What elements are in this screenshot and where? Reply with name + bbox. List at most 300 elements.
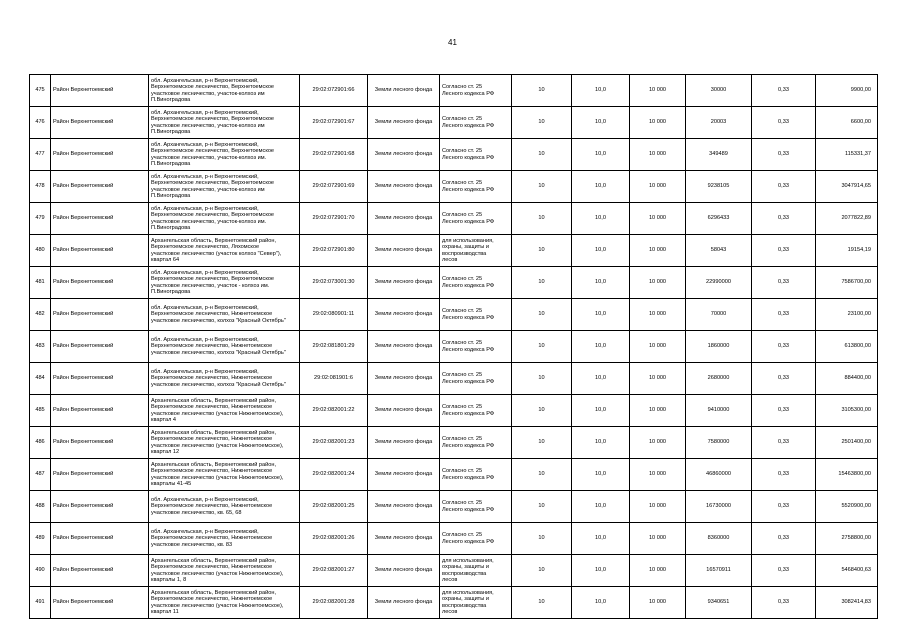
column-c-cell: 10 000 (630, 363, 686, 395)
table-row (30, 171, 878, 203)
rate-cell: 0,33 (752, 267, 816, 299)
rate-cell: 0,33 (752, 299, 816, 331)
address-line: Верхнетоемское лесничество, Верхнетоемское (151, 84, 275, 91)
basis-line: Согласно ст. 25 (442, 468, 483, 475)
address-line: Верхнетоемское лесничество, Нижнетоемское (151, 535, 273, 542)
address-line: обл. Архангельская, р-н Верхнетоемский, (151, 77, 259, 84)
land-category-cell: Земли лесного фонда (368, 75, 440, 107)
address-line: Верхнетоемское лесничество, Верхнетоемское (151, 148, 275, 155)
rate-cell: 0,33 (752, 139, 816, 171)
column-a-cell: 10 (512, 171, 572, 203)
value-cell: 2077822,89 (816, 203, 878, 235)
land-category-cell: Земли лесного фонда (368, 171, 440, 203)
basis-line: Лесного кодекса РФ (442, 282, 495, 289)
address-line: П.Виноградова (151, 96, 191, 103)
cadastral-number-cell: 29:02:082001:24 (300, 459, 368, 491)
address-line: обл. Архангельская, р-н Верхнетоемский, (151, 109, 259, 116)
column-a-cell: 10 (512, 523, 572, 555)
table-body (30, 75, 878, 619)
land-category-cell: Земли лесного фонда (368, 331, 440, 363)
row-number-cell: 482 (30, 299, 51, 331)
address-line: Верхнетоемское лесничество, Нижнетоемское (151, 468, 273, 475)
address-line: Верхнетоемское лесничество, Нижнетоемское (151, 564, 273, 571)
land-category-cell: Земли лесного фонда (368, 139, 440, 171)
rate-cell: 0,33 (752, 203, 816, 235)
address-line: Верхнетоемское лесничество, Нижнетоемское (151, 503, 273, 510)
basis-line: Согласно ст. 25 (442, 276, 483, 283)
column-a-cell: 10 (512, 395, 572, 427)
basis-cell (440, 491, 512, 523)
basis-cell (440, 139, 512, 171)
column-a-cell: 10 (512, 331, 572, 363)
address-line: Архангельская область, Верхнетоемский район, (151, 429, 277, 436)
cadastral-number-cell: 29:02:072901:68 (300, 139, 368, 171)
area-cell: 46860000 (686, 459, 752, 491)
district-cell: Район Верхнетоемский (51, 363, 149, 395)
area-cell: 6296433 (686, 203, 752, 235)
address-line: обл. Архангельская, р-н Верхнетоемский, (151, 173, 259, 180)
cadastral-number-cell: 29:02:072901:67 (300, 107, 368, 139)
column-a-cell: 10 (512, 363, 572, 395)
address-cell (149, 139, 300, 171)
column-c-cell: 10 000 (630, 331, 686, 363)
address-line: квартал 64 (151, 256, 180, 263)
basis-line: Согласно ст. 25 (442, 404, 483, 411)
basis-line: лесов (442, 608, 458, 615)
address-line: обл. Архангельская, р-н Верхнетоемский, (151, 496, 259, 503)
row-number-cell: 487 (30, 459, 51, 491)
basis-line: Согласно ст. 25 (442, 308, 483, 315)
basis-line: Согласно ст. 25 (442, 180, 483, 187)
land-category-cell: Земли лесного фонда (368, 363, 440, 395)
area-cell: 8360000 (686, 523, 752, 555)
row-number-cell: 483 (30, 331, 51, 363)
value-cell: 884400,00 (816, 363, 878, 395)
value-cell: 5468400,63 (816, 555, 878, 587)
address-cell (149, 299, 300, 331)
basis-cell (440, 203, 512, 235)
rate-cell: 0,33 (752, 235, 816, 267)
cadastral-number-cell: 29:02:072901:66 (300, 75, 368, 107)
table-row (30, 587, 878, 619)
basis-line: охраны, защиты и (442, 596, 489, 603)
value-cell: 115331,37 (816, 139, 878, 171)
basis-cell (440, 235, 512, 267)
land-category-cell: Земли лесного фонда (368, 523, 440, 555)
district-cell: Район Верхнетоемский (51, 107, 149, 139)
table-row (30, 363, 878, 395)
cadastral-number-cell: 29:02:082001:27 (300, 555, 368, 587)
basis-line: Лесного кодекса РФ (442, 346, 495, 353)
rate-cell: 0,33 (752, 395, 816, 427)
address-cell (149, 523, 300, 555)
basis-line: Лесного кодекса РФ (442, 122, 495, 129)
table-row (30, 235, 878, 267)
column-b-cell: 10,0 (572, 523, 630, 555)
address-line: участковое лесничество (участок Нижнетоемское), (151, 602, 284, 609)
column-b-cell: 10,0 (572, 587, 630, 619)
district-cell: Район Верхнетоемский (51, 75, 149, 107)
table-row (30, 555, 878, 587)
rate-cell: 0,33 (752, 555, 816, 587)
column-b-cell: 10,0 (572, 267, 630, 299)
address-line: участковое лесничество, участок-колхоз им (151, 122, 265, 129)
column-a-cell: 10 (512, 459, 572, 491)
address-line: участковое лесничество, колхоз "Красный Октябрь" (151, 349, 286, 356)
row-number-cell: 484 (30, 363, 51, 395)
address-line: участковое лесничество, колхоз "Красный Октябрь" (151, 317, 286, 324)
address-line: кварталы 1, 8 (151, 576, 187, 583)
address-line: Верхнетоемское лесничество, Нижнетоемское (151, 343, 273, 350)
rate-cell: 0,33 (752, 491, 816, 523)
column-b-cell: 10,0 (572, 331, 630, 363)
district-cell: Район Верхнетоемский (51, 491, 149, 523)
column-c-cell: 10 000 (630, 459, 686, 491)
basis-cell (440, 363, 512, 395)
basis-cell (440, 331, 512, 363)
table-row (30, 523, 878, 555)
land-plots-table (29, 74, 878, 619)
district-cell: Район Верхнетоемский (51, 331, 149, 363)
address-cell (149, 363, 300, 395)
value-cell: 6600,00 (816, 107, 878, 139)
area-cell: 9238105 (686, 171, 752, 203)
basis-line: для использования, (442, 589, 494, 596)
cadastral-number-cell: 29:02:072901:80 (300, 235, 368, 267)
address-cell (149, 491, 300, 523)
cadastral-number-cell: 29:02:080901:11 (300, 299, 368, 331)
column-c-cell: 10 000 (630, 203, 686, 235)
value-cell: 23100,00 (816, 299, 878, 331)
address-line: П.Виноградова (151, 288, 191, 295)
basis-line: Согласно ст. 25 (442, 340, 483, 347)
value-cell: 2501400,00 (816, 427, 878, 459)
address-line: обл. Архангельская, р-н Верхнетоемский, (151, 368, 259, 375)
column-b-cell: 10,0 (572, 171, 630, 203)
address-line: участковое лесничество (участок Нижнетоемское), (151, 570, 284, 577)
basis-line: Лесного кодекса РФ (442, 378, 495, 385)
basis-line: Лесного кодекса РФ (442, 154, 495, 161)
basis-line: для использования, (442, 557, 494, 564)
land-category-cell: Земли лесного фонда (368, 587, 440, 619)
row-number-cell: 491 (30, 587, 51, 619)
basis-cell (440, 555, 512, 587)
address-line: Верхнетоемское лесничество, Нижнетоемское (151, 404, 273, 411)
address-line: участковое лесничество, участок-колхоз им (151, 186, 265, 193)
basis-line: Согласно ст. 25 (442, 116, 483, 123)
area-cell: 22990000 (686, 267, 752, 299)
district-cell: Район Верхнетоемский (51, 139, 149, 171)
table-row (30, 395, 878, 427)
basis-cell (440, 171, 512, 203)
address-line: участковое лесничество (участок колхоз "Север"), (151, 250, 282, 257)
column-c-cell: 10 000 (630, 299, 686, 331)
table-row (30, 267, 878, 299)
address-line: Верхнетоемское лесничество, Нижнетоемское (151, 375, 273, 382)
address-line: Верхнетоемское лесничество, Нижнетоемское (151, 436, 273, 443)
table-row (30, 75, 878, 107)
column-a-cell: 10 (512, 267, 572, 299)
address-cell (149, 203, 300, 235)
address-line: участковое лесничество (участок Нижнетоемское), (151, 410, 284, 417)
column-b-cell: 10,0 (572, 203, 630, 235)
column-c-cell: 10 000 (630, 523, 686, 555)
basis-line: Согласно ст. 25 (442, 84, 483, 91)
row-number-cell: 479 (30, 203, 51, 235)
basis-line: Лесного кодекса РФ (442, 218, 495, 225)
table-row (30, 331, 878, 363)
column-a-cell: 10 (512, 555, 572, 587)
address-line: кварталы 41-45 (151, 480, 192, 487)
land-category-cell: Земли лесного фонда (368, 299, 440, 331)
column-a-cell: 10 (512, 203, 572, 235)
column-b-cell: 10,0 (572, 427, 630, 459)
value-cell: 19154,19 (816, 235, 878, 267)
basis-line: Согласно ст. 25 (442, 148, 483, 155)
land-category-cell: Земли лесного фонда (368, 459, 440, 491)
district-cell: Район Верхнетоемский (51, 587, 149, 619)
address-line: участковое лесничество (участок Нижнетоемское), (151, 474, 284, 481)
table-row (30, 107, 878, 139)
basis-cell (440, 427, 512, 459)
basis-line: охраны, защиты и (442, 244, 489, 251)
address-cell (149, 235, 300, 267)
basis-line: Лесного кодекса РФ (442, 90, 495, 97)
address-line: участковое лесничество, колхоз "Красный Октябрь" (151, 381, 286, 388)
rate-cell: 0,33 (752, 171, 816, 203)
column-c-cell: 10 000 (630, 75, 686, 107)
basis-line: воспроизводства (442, 602, 487, 609)
address-line: участковое лесничество (участок Нижнетоемское), (151, 442, 284, 449)
basis-line: воспроизводства (442, 570, 487, 577)
table-row (30, 491, 878, 523)
address-line: Архангельская область, Верхнетоемский район, (151, 589, 277, 596)
column-c-cell: 10 000 (630, 235, 686, 267)
table-row (30, 299, 878, 331)
address-cell (149, 459, 300, 491)
land-category-cell: Земли лесного фонда (368, 555, 440, 587)
area-cell: 16570911 (686, 555, 752, 587)
area-cell: 58043 (686, 235, 752, 267)
column-b-cell: 10,0 (572, 299, 630, 331)
district-cell: Район Верхнетоемский (51, 427, 149, 459)
address-line: Архангельская область, Верхнетоемский район, (151, 397, 277, 404)
column-b-cell: 10,0 (572, 75, 630, 107)
row-number-cell: 485 (30, 395, 51, 427)
value-cell: 5520900,00 (816, 491, 878, 523)
table-row (30, 427, 878, 459)
address-line: квартал 4 (151, 416, 176, 423)
address-line: участковое лесничество, кв. 65, 68 (151, 509, 242, 516)
basis-line: Лесного кодекса РФ (442, 538, 495, 545)
land-category-cell: Земли лесного фонда (368, 491, 440, 523)
basis-line: Лесного кодекса РФ (442, 186, 495, 193)
district-cell: Район Верхнетоемский (51, 555, 149, 587)
land-category-cell: Земли лесного фонда (368, 235, 440, 267)
column-c-cell: 10 000 (630, 107, 686, 139)
district-cell: Район Верхнетоемский (51, 523, 149, 555)
basis-cell (440, 107, 512, 139)
column-c-cell: 10 000 (630, 171, 686, 203)
area-cell: 349489 (686, 139, 752, 171)
area-cell: 9340651 (686, 587, 752, 619)
row-number-cell: 480 (30, 235, 51, 267)
column-c-cell: 10 000 (630, 395, 686, 427)
row-number-cell: 476 (30, 107, 51, 139)
address-line: обл. Архангельская, р-н Верхнетоемский, (151, 528, 259, 535)
basis-cell (440, 523, 512, 555)
address-line: П.Виноградова (151, 192, 191, 199)
district-cell: Район Верхнетоемский (51, 459, 149, 491)
area-cell: 1860000 (686, 331, 752, 363)
land-category-cell: Земли лесного фонда (368, 203, 440, 235)
basis-cell (440, 299, 512, 331)
basis-line: для использования, (442, 237, 494, 244)
rate-cell: 0,33 (752, 427, 816, 459)
value-cell: 3047914,65 (816, 171, 878, 203)
basis-line: Согласно ст. 25 (442, 532, 483, 539)
district-cell: Район Верхнетоемский (51, 235, 149, 267)
cadastral-number-cell: 29:02:073001:30 (300, 267, 368, 299)
basis-line: воспроизводства (442, 250, 487, 257)
address-line: участковое лесничество, кв. 83 (151, 541, 233, 548)
value-cell: 2758800,00 (816, 523, 878, 555)
area-cell: 9410000 (686, 395, 752, 427)
cadastral-number-cell: 29:02:082001:22 (300, 395, 368, 427)
column-a-cell: 10 (512, 299, 572, 331)
column-b-cell: 10,0 (572, 139, 630, 171)
basis-line: Согласно ст. 25 (442, 372, 483, 379)
land-category-cell: Земли лесного фонда (368, 267, 440, 299)
address-line: квартал 12 (151, 448, 180, 455)
column-a-cell: 10 (512, 587, 572, 619)
row-number-cell: 475 (30, 75, 51, 107)
address-line: П.Виноградова (151, 224, 191, 231)
column-c-cell: 10 000 (630, 427, 686, 459)
area-cell: 30000 (686, 75, 752, 107)
cadastral-number-cell: 29:02:081801:29 (300, 331, 368, 363)
rate-cell: 0,33 (752, 459, 816, 491)
address-cell (149, 587, 300, 619)
rate-cell: 0,33 (752, 331, 816, 363)
address-cell (149, 267, 300, 299)
land-category-cell: Земли лесного фонда (368, 107, 440, 139)
cadastral-number-cell: 29:02:081901:6 (300, 363, 368, 395)
basis-line: Согласно ст. 25 (442, 500, 483, 507)
basis-line: лесов (442, 256, 458, 263)
address-line: Верхнетоемское лесничество, Нижнетоемское (151, 311, 273, 318)
row-number-cell: 486 (30, 427, 51, 459)
address-cell (149, 331, 300, 363)
cadastral-number-cell: 29:02:072901:70 (300, 203, 368, 235)
basis-cell (440, 395, 512, 427)
district-cell: Район Верхнетоемский (51, 171, 149, 203)
land-category-cell: Земли лесного фонда (368, 427, 440, 459)
rate-cell: 0,33 (752, 587, 816, 619)
rate-cell: 0,33 (752, 75, 816, 107)
basis-cell (440, 459, 512, 491)
cadastral-number-cell: 29:02:082001:28 (300, 587, 368, 619)
address-line: Верхнетоемское лесничество, Ляхомское (151, 244, 260, 251)
column-a-cell: 10 (512, 75, 572, 107)
address-cell (149, 395, 300, 427)
cadastral-number-cell: 29:02:082001:25 (300, 491, 368, 523)
value-cell: 15463800,00 (816, 459, 878, 491)
value-cell: 3105300,00 (816, 395, 878, 427)
address-cell (149, 107, 300, 139)
rate-cell: 0,33 (752, 363, 816, 395)
row-number-cell: 488 (30, 491, 51, 523)
value-cell: 9900,00 (816, 75, 878, 107)
address-line: обл. Архангельская, р-н Верхнетоемский, (151, 304, 259, 311)
row-number-cell: 481 (30, 267, 51, 299)
address-line: обл. Архангельская, р-н Верхнетоемский, (151, 269, 259, 276)
address-line: участковое лесничество, участок-колхоз им. (151, 154, 267, 161)
address-cell (149, 171, 300, 203)
district-cell: Район Верхнетоемский (51, 299, 149, 331)
column-c-cell: 10 000 (630, 555, 686, 587)
column-a-cell: 10 (512, 107, 572, 139)
row-number-cell: 477 (30, 139, 51, 171)
row-number-cell: 490 (30, 555, 51, 587)
address-line: обл. Архангельская, р-н Верхнетоемский, (151, 336, 259, 343)
page-number: 41 (448, 38, 457, 47)
district-cell: Район Верхнетоемский (51, 203, 149, 235)
column-b-cell: 10,0 (572, 555, 630, 587)
address-line: обл. Архангельская, р-н Верхнетоемский, (151, 141, 259, 148)
area-cell: 16730000 (686, 491, 752, 523)
basis-line: лесов (442, 576, 458, 583)
area-cell: 2680000 (686, 363, 752, 395)
address-line: участковое лесничество, участок - колхоз им. (151, 282, 270, 289)
district-cell: Район Верхнетоемский (51, 267, 149, 299)
value-cell: 7586700,00 (816, 267, 878, 299)
address-line: П.Виноградова (151, 160, 191, 167)
cadastral-number-cell: 29:02:072901:69 (300, 171, 368, 203)
basis-line: Согласно ст. 25 (442, 212, 483, 219)
basis-line: Лесного кодекса РФ (442, 474, 495, 481)
basis-cell (440, 75, 512, 107)
column-b-cell: 10,0 (572, 107, 630, 139)
address-cell (149, 75, 300, 107)
address-line: Верхнетоемское лесничество, Верхнетоемское (151, 116, 275, 123)
address-line: П.Виноградова (151, 128, 191, 135)
row-number-cell: 478 (30, 171, 51, 203)
table-row (30, 203, 878, 235)
cadastral-number-cell: 29:02:082001:23 (300, 427, 368, 459)
row-number-cell: 489 (30, 523, 51, 555)
address-line: Архангельская область, Верхнетоемский район, (151, 237, 277, 244)
column-b-cell: 10,0 (572, 459, 630, 491)
column-c-cell: 10 000 (630, 139, 686, 171)
column-a-cell: 10 (512, 491, 572, 523)
district-cell: Район Верхнетоемский (51, 395, 149, 427)
column-b-cell: 10,0 (572, 491, 630, 523)
area-cell: 20003 (686, 107, 752, 139)
column-a-cell: 10 (512, 235, 572, 267)
address-line: участковое лесничество, участок-колхоз им (151, 90, 265, 97)
basis-line: Лесного кодекса РФ (442, 410, 495, 417)
address-line: Верхнетоемское лесничество, Верхнетоемское (151, 180, 275, 187)
address-line: Архангельская область, Верхнетоемский район, (151, 461, 277, 468)
address-line: Верхнетоемское лесничество, Верхнетоемское (151, 276, 275, 283)
address-line: участковое лесничество, участок-колхоз им. (151, 218, 267, 225)
column-b-cell: 10,0 (572, 363, 630, 395)
column-c-cell: 10 000 (630, 491, 686, 523)
table-row (30, 139, 878, 171)
address-line: квартал 11 (151, 608, 179, 615)
column-c-cell: 10 000 (630, 267, 686, 299)
